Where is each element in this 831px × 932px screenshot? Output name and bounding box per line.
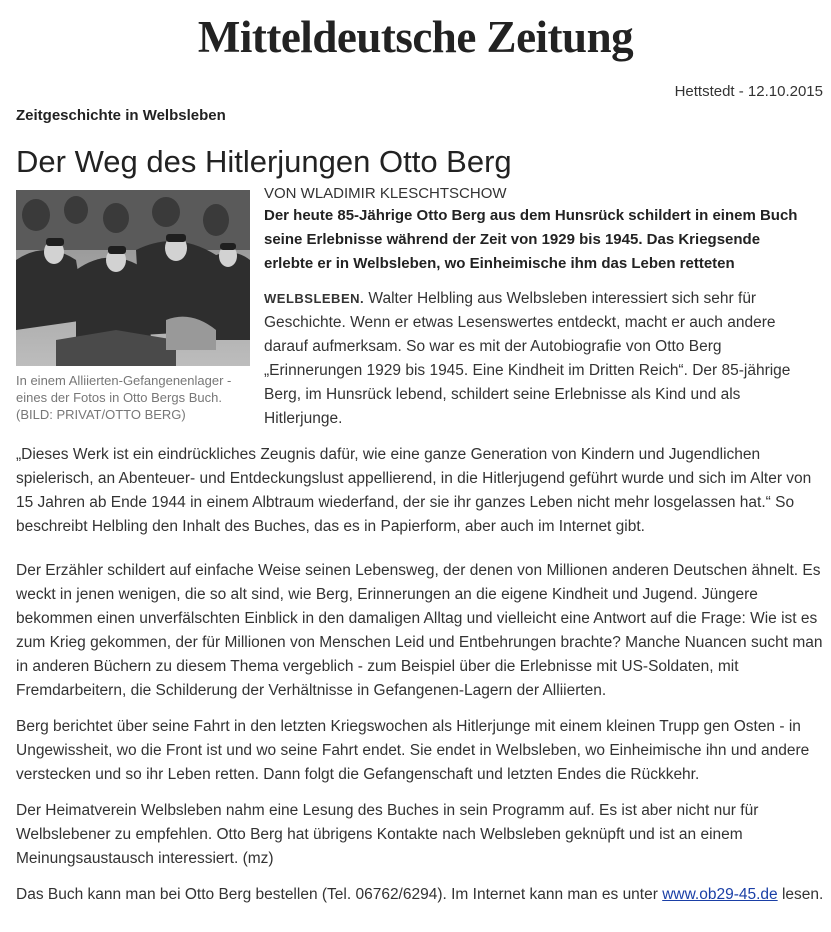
article-body xyxy=(16,443,824,919)
byline: VON WLADIMIR KLESCHTSCHOW xyxy=(264,185,507,202)
prisoner-camp-photo[interactable] xyxy=(16,190,250,366)
body-paragraph: Der Erzähler schildert auf einfache Weise seinen Lebensweg, der denen von Millionen anderen Deutschen ähnelt. Es weckt in jenen wenigen, die so alt sind, wie Berg, Erinnerungen an die eigene Kindheit und Jugend. Jüngere bekommen einen unverfälschten Einblick in den damaligen Alltag und vielleicht eine Antwort auf die Frage: Wie ist es zum Krieg gekommen, der für Millionen von Menschen Leid und Entbehrungen brachte? Manche Nuancen sucht man in anderen Büchern zu diesem Thema vergeblich - zum Beispiel über die Erlebnisse mit US-Soldaten, mit Fremdarbeitern, die Schilderung der Verhältnisse in Gefangenen-Lagern der Alliierten. xyxy=(16,562,823,699)
kicker: Zeitgeschichte in Welbsleben xyxy=(16,107,226,124)
closing-text: Das Buch kann man bei Otto Berg bestellen (Tel. 06762/6294). Im Internet kann man es unter xyxy=(16,886,663,903)
lead-place: WELBSLEBEN. xyxy=(264,291,365,306)
photo-caption: In einem Alliierten-Gefangenenlager - eines der Fotos in Otto Bergs Buch. (BILD: PRIVAT/OTTO BERG) xyxy=(16,373,232,422)
closing-text-end: lesen. xyxy=(777,886,824,903)
lead-paragraph xyxy=(264,287,812,431)
body-paragraph: Der Heimatverein Welbsleben nahm eine Lesung des Buches in sein Programm auf. Es ist aber nicht nur für Welbslebener zu empfehlen. Otto Berg hat übrigens Kontakte nach Welbsleben geknüpft und ist an einem Meinungsaustausch interessiert. (mz) xyxy=(16,802,759,867)
body-paragraph: „Dieses Werk ist ein eindrückliches Zeugnis dafür, wie eine ganze Generation von Kindern und Jugendlichen spielerisch, an Abenteuer- und Entdeckungslust appellierend, in die Hitlerjugend geführt wurde und sich im Alter von 15 Jahren ab Ende 1944 in einem Albtraum wiederfand, der sie ihr ganzes Leben nicht mehr losgelassen hat.“ So beschreibt Helbling den Inhalt des Buches, das es in Papierform, aber auch im Internet gibt. xyxy=(16,446,812,535)
dateline: Hettstedt - 12.10.2015 xyxy=(674,83,823,100)
article-intro xyxy=(264,184,812,431)
closing-paragraph xyxy=(16,883,824,907)
headline: Der Weg des Hitlerjungen Otto Berg xyxy=(16,144,512,179)
masthead[interactable]: Mitteldeutsche Zeitung xyxy=(197,12,634,62)
body-paragraph: Berg berichtet über seine Fahrt in den letzten Kriegswochen als Hitlerjunge mit einem kleinen Trupp gen Osten - in Ungewissheit, wo die Front ist und wo seine Fahrt endet. Sie endet in Welbsleben, wo Einheimische ihn und andere verstecken und so ihr Leben retten. Dann folgt die Gefangenschaft und letzten Endes die Rückkehr. xyxy=(16,718,810,783)
article-figure xyxy=(16,190,250,423)
teaser: Der heute 85-Jährige Otto Berg aus dem Hunsrück schildert in einem Buch seine Erlebnisse während der Zeit von 1929 bis 1945. Das Kriegsende erlebte er in Welbsleben, wo Einheimische ihm das Leben retteten xyxy=(264,207,798,272)
lead-text: Walter Helbling aus Welbsleben interessiert sich sehr für Geschichte. Wenn er etwas Lesenswertes entdeckt, macht er auch andere darauf aufmerksam. So war es mit der Autobiografie von Otto Berg „Erinnerungen 1929 bis 1945. Eine Kindheit im Dritten Reich“. Der 85-jährige Berg, im Hunsrück lebend, schildert seine Erlebnisse als Kind und als Hitlerjunge. xyxy=(264,290,791,427)
book-website-link[interactable]: www.ob29-45.de xyxy=(662,886,778,903)
